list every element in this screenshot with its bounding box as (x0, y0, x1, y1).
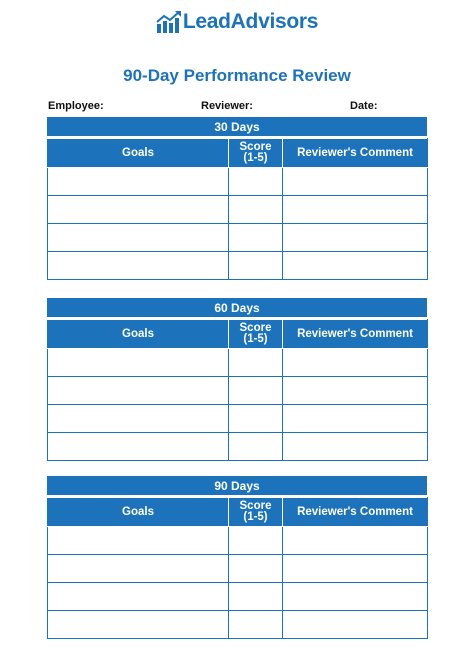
score-cell[interactable] (229, 377, 283, 405)
comment-header: Reviewer's Comment (283, 498, 428, 527)
goal-cell[interactable] (48, 252, 229, 280)
score-header (229, 320, 283, 349)
score-cell[interactable] (229, 196, 283, 224)
goals-header: Goals (48, 139, 229, 168)
goal-cell[interactable] (48, 433, 229, 461)
date-label: Date: (350, 100, 378, 112)
table-header-row (48, 320, 428, 349)
section-heading: 60 Days (47, 298, 427, 317)
goal-cell[interactable] (48, 349, 229, 377)
score-cell[interactable] (229, 224, 283, 252)
comment-cell[interactable] (283, 583, 428, 611)
brand-logo (0, 10, 474, 34)
table-header-row (48, 139, 428, 168)
review-table (47, 138, 428, 280)
comment-cell[interactable] (283, 252, 428, 280)
comment-cell[interactable] (283, 527, 428, 555)
goal-cell[interactable] (48, 555, 229, 583)
section-30-days (47, 117, 427, 280)
review-table (47, 319, 428, 461)
comment-cell[interactable] (283, 196, 428, 224)
table-row (48, 168, 428, 196)
table-row (48, 611, 428, 639)
table-row (48, 349, 428, 377)
score-cell[interactable] (229, 527, 283, 555)
goal-cell[interactable] (48, 583, 229, 611)
score-header-line2: (1-5) (243, 511, 268, 523)
score-cell[interactable] (229, 555, 283, 583)
comment-cell[interactable] (283, 405, 428, 433)
score-cell[interactable] (229, 405, 283, 433)
table-row (48, 252, 428, 280)
score-cell[interactable] (229, 252, 283, 280)
review-table (47, 497, 428, 639)
goal-cell[interactable] (48, 611, 229, 639)
table-row (48, 583, 428, 611)
page-title: 90-Day Performance Review (123, 66, 351, 85)
section-60-days (47, 298, 427, 461)
score-header-line1: Score (239, 322, 272, 334)
employee-label: Employee: (48, 100, 104, 112)
table-row (48, 377, 428, 405)
table-row (48, 527, 428, 555)
goal-cell[interactable] (48, 168, 229, 196)
section-90-days (47, 476, 427, 639)
comment-cell[interactable] (283, 377, 428, 405)
score-header-line1: Score (239, 141, 272, 153)
table-row (48, 433, 428, 461)
table-row (48, 224, 428, 252)
score-header (229, 498, 283, 527)
goal-cell[interactable] (48, 196, 229, 224)
goal-cell[interactable] (48, 377, 229, 405)
comment-cell[interactable] (283, 168, 428, 196)
comment-header: Reviewer's Comment (283, 139, 428, 168)
score-cell[interactable] (229, 349, 283, 377)
comment-cell[interactable] (283, 224, 428, 252)
table-row (48, 555, 428, 583)
goals-header: Goals (48, 320, 229, 349)
table-row (48, 196, 428, 224)
score-cell[interactable] (229, 583, 283, 611)
comment-cell[interactable] (283, 433, 428, 461)
section-heading: 30 Days (47, 117, 427, 136)
goal-cell[interactable] (48, 527, 229, 555)
comment-cell[interactable] (283, 349, 428, 377)
table-header-row (48, 498, 428, 527)
section-heading: 90 Days (47, 476, 427, 495)
score-cell[interactable] (229, 611, 283, 639)
score-header-line1: Score (239, 500, 272, 512)
reviewer-label: Reviewer: (201, 100, 253, 112)
score-header-line2: (1-5) (243, 333, 268, 345)
table-row (48, 405, 428, 433)
comment-header: Reviewer's Comment (283, 320, 428, 349)
brand-name: LeadAdvisors (182, 10, 319, 33)
review-info-row (48, 100, 428, 114)
score-cell[interactable] (229, 168, 283, 196)
score-header-line2: (1-5) (243, 152, 268, 164)
growth-chart-icon (156, 11, 182, 33)
goal-cell[interactable] (48, 224, 229, 252)
comment-cell[interactable] (283, 611, 428, 639)
goals-header: Goals (48, 498, 229, 527)
score-cell[interactable] (229, 433, 283, 461)
score-header (229, 139, 283, 168)
comment-cell[interactable] (283, 555, 428, 583)
goal-cell[interactable] (48, 405, 229, 433)
